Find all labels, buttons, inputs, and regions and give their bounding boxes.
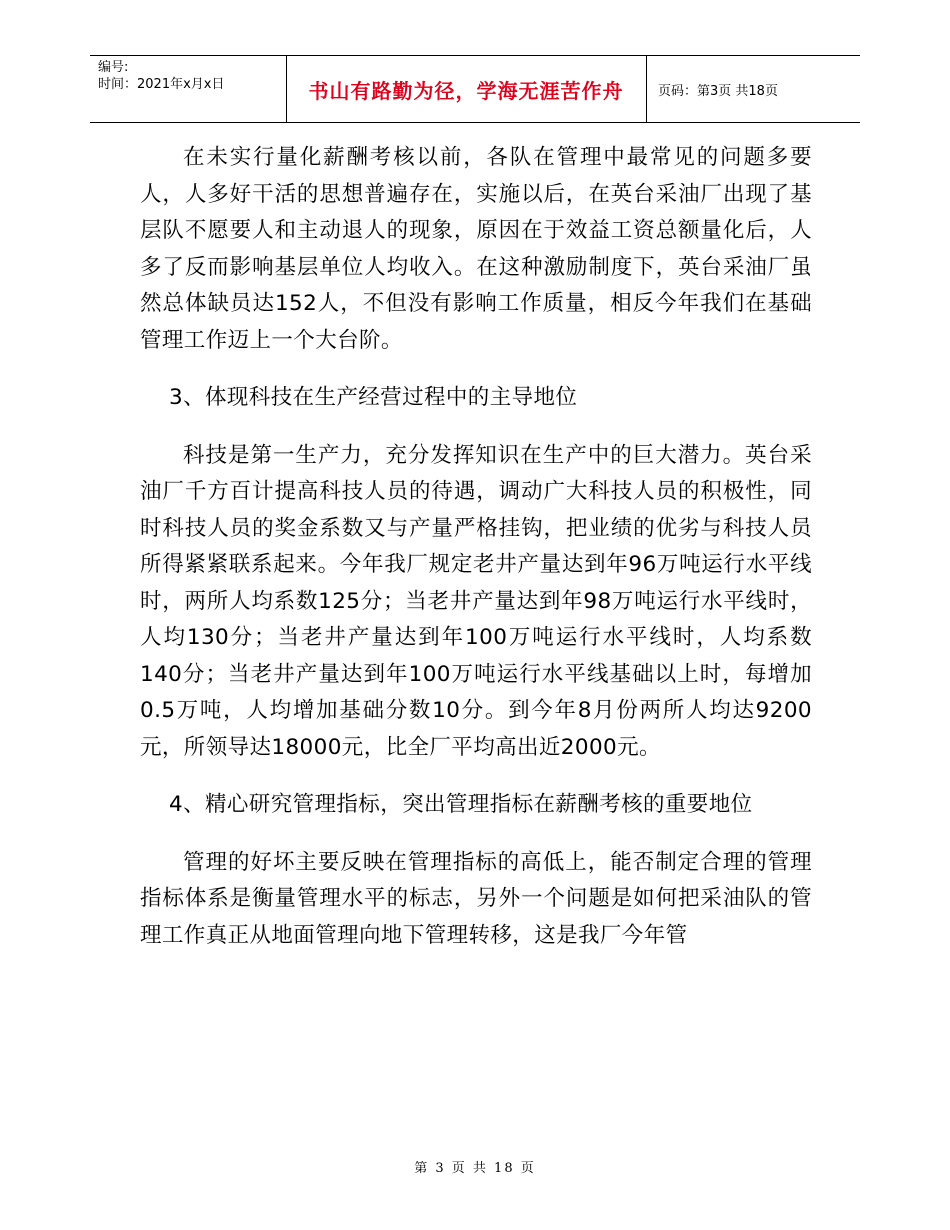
document-body xyxy=(140,140,812,975)
header-page-info: 页码：第3页 共18页 xyxy=(658,83,778,99)
header-meta xyxy=(98,59,288,93)
paragraph-management: 管理的好坏主要反映在管理指标的高低上，能否制定合理的管理指标体系是衡量管理水平的标志，另外一个问题是如何把采油队的管理工作真正从地面管理向地下管理转移，这是我厂今年管 xyxy=(140,849,812,948)
page-header xyxy=(90,55,860,123)
document-number-label: 编号: xyxy=(98,60,129,75)
paragraph-technology: 科技是第一生产力，充分发挥知识在生产中的巨大潜力。英台采油厂千方百计提高科技人员的待遇，调动广大科技人员的积极性，同时科技人员的奖金系数又与产量严格挂钩，把业绩的优劣与科技人员所得紧紧联系起来。今年我厂规定老井产量达到年96万吨运行水平线时，两所人均系数125分；当老井产量达到年98万吨运行水平线时，人均130分；当老井产量达到年100万吨运行水平线时，人均系数140分；当老井产量达到年100万吨运行水平线基础以上时，每增加0.5万吨，人均增加基础分数10分。到今年8月份两所人均达9200元，所领导达18000元，比全厂平均高出近2000元。 xyxy=(140,442,812,760)
section-heading-4: 4、精心研究管理指标，突出管理指标在薪酬考核的重要地位 xyxy=(169,792,753,817)
header-motto: 书山有路勤为径，学海无涯苦作舟 xyxy=(308,78,624,103)
page-footer: 第 3 页 共 18 页 xyxy=(414,1161,536,1176)
paragraph-staffing: 在未实行量化薪酬考核以前，各队在管理中最常见的问题多要人，人多好干活的思想普遍存在，实施以后，在英台采油厂出现了基层队不愿要人和主动退人的现象，原因在于效益工资总额量化后，人多了反而影响基层单位人均收入。在这种激励制度下，英台采油厂虽然总体缺员达152人，不但没有影响工作质量，相反今年我们在基础管理工作迈上一个大台阶。 xyxy=(140,145,812,353)
document-time: 时间：2021年x月x日 xyxy=(98,77,225,92)
section-heading-3: 3、体现科技在生产经营过程中的主导地位 xyxy=(169,385,578,410)
